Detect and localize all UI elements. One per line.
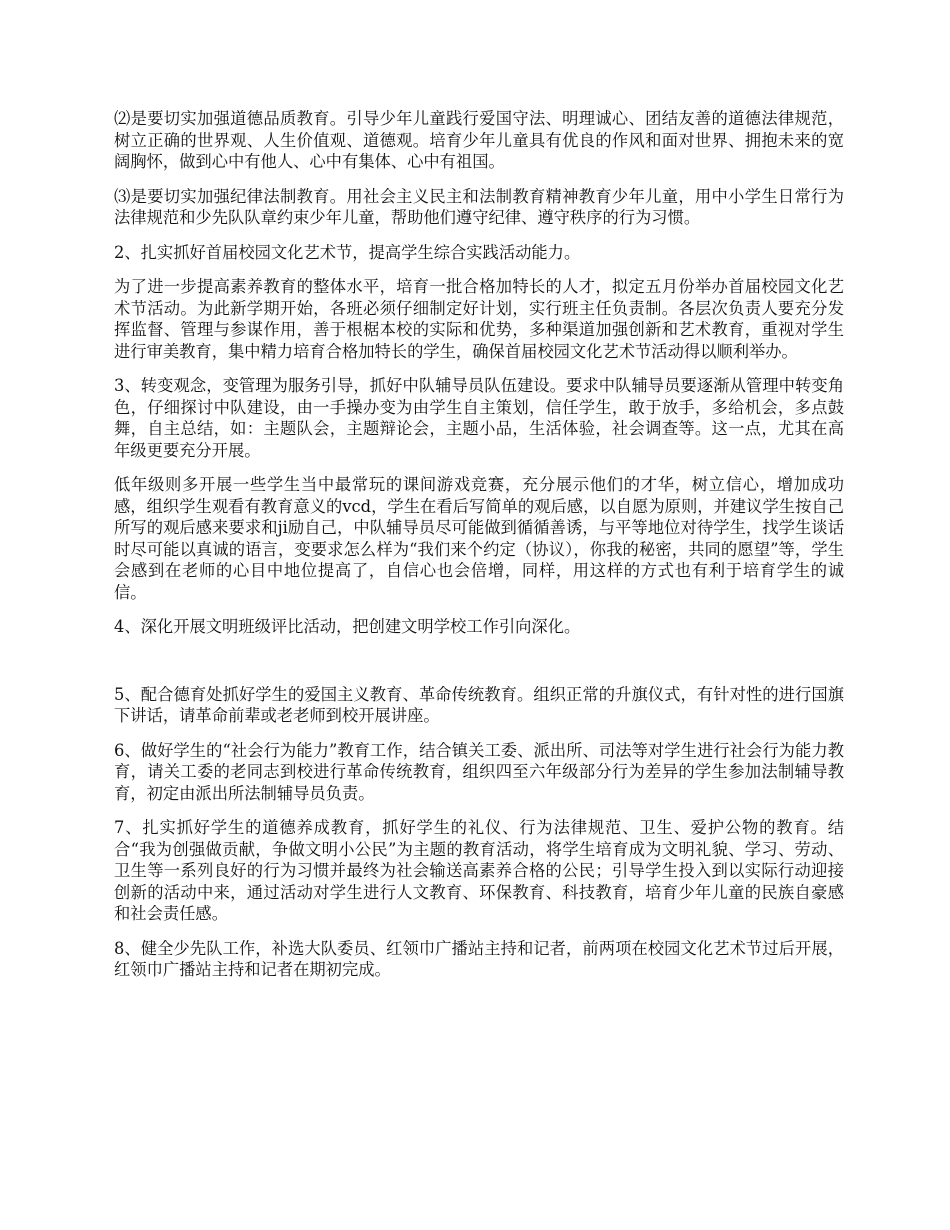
blank-spacer	[114, 651, 844, 684]
paragraph-culture-festival: 为了进一步提高素养教育的整体水平，培育一批合格加特长的人才，拟定五月份举办首届校园文化艺术节活动。为此新学期开始，各班必须仔细制定好计划，实行班主任负责制。各层次负责人要充分发挥监督、管理与参谋作用，善于根椐本校的实际和优势，多种渠道加强创新和艺术教育，重视对学生进行审美教育，集中精力培育合格加特长的学生，确保首届校园文化艺术节活动得以顺利举办。	[114, 277, 844, 361]
document-body	[114, 108, 844, 994]
paragraph-moral-habits: 7、扎实抓好学生的道德养成教育，抓好学生的礼仪、行为法律规范、卫生、爱护公物的教育。结合“我为创强做贡献，争做文明小公民”为主题的教育活动，将学生培育成为文明礼貌、学习、劳动、卫生等一系列良好的行为习惯并最终为社会输送高素养合格的公民；引导学生投入到以实际行动迎接创新的活动中来，通过活动对学生进行人文教育、环保教育、科技教育，培育少年儿童的民族自豪感和社会责任感。	[114, 818, 844, 923]
paragraph-counselor-team: 3、转变观念，变管理为服务引导，抓好中队辅导员队伍建设。要求中队辅导员要逐渐从管理中转变角色，仔细探讨中队建设，由一手操办变为由学生自主策划，信任学生，敢于放手，多给机会，多点鼓舞，自主总结，如：主题队会，主题辩论会，主题小品，生活体验，社会调查等。这一点，尤其在高年级更要充分开展。	[114, 376, 844, 460]
paragraph-moral-education: ⑵是要切实加强道德品质教育。引导少年儿童践行爱国守法、明理诚心、团结友善的道德法律规范，树立正确的世界观、人生价值观、道德观。培育少年儿童具有优良的作风和面对世界、拥抱未来的宽阔胸怀，做到心中有他人、心中有集体、心中有祖国。	[114, 109, 844, 171]
paragraph-social-behavior: 6、做好学生的“社会行为能力”教育工作，结合镇关工委、派出所、司法等对学生进行社会行为能力教育，请关工委的老同志到校进行革命传统教育，组织四至六年级部分行为差异的学生参加法制辅导教育，初定由派出所法制辅导员负责。	[114, 740, 844, 803]
paragraph-young-pioneers: 8、健全少先队工作，补选大队委员、红领巾广播站主持和记者，前两项在校园文化艺术节过后开展，红领巾广播站主持和记者在期初完成。	[114, 938, 844, 979]
paragraph-lower-grades: 低年级则多开展一些学生当中最常玩的课间游戏竞赛，充分展示他们的才华，树立信心，增加成功感，组织学生观看有教育意义的vcd，学生在看后写简单的观后感，以自愿为原则，并建议学生按自己所写的观后感来要求和ji励自己，中队辅导员尽可能做到循循善诱，与平等地位对待学生，找学生谈话时尽可能以真诚的语言，变要求怎么样为“我们来个约定（协议），你我的秘密，共同的愿望”等，学生会感到在老师的心目中地位提高了，自信心也会倍增，同样，用这样的方式也有利于培育学生的诚信。	[114, 475, 844, 602]
paragraph-discipline-education: ⑶是要切实加强纪律法制教育。用社会主义民主和法制教育精神教育少年儿童，用中小学生日常行为法律规范和少先队队章约束少年儿童，帮助他们遵守纪律、遵守秩序的行为习惯。	[114, 186, 844, 227]
paragraph-patriotic-education: 5、配合德育处抓好学生的爱国主义教育、革命传统教育。组织正常的升旗仪式，有针对性的进行国旗下讲话，请革命前辈或老老师到校开展讲座。	[114, 684, 844, 725]
heading-culture-festival: 2、扎实抓好首届校园文化艺术节，提高学生综合实践活动能力。	[114, 242, 581, 262]
heading-civilized-class: 4、深化开展文明班级评比活动，把创建文明学校工作引向深化。	[114, 617, 581, 636]
